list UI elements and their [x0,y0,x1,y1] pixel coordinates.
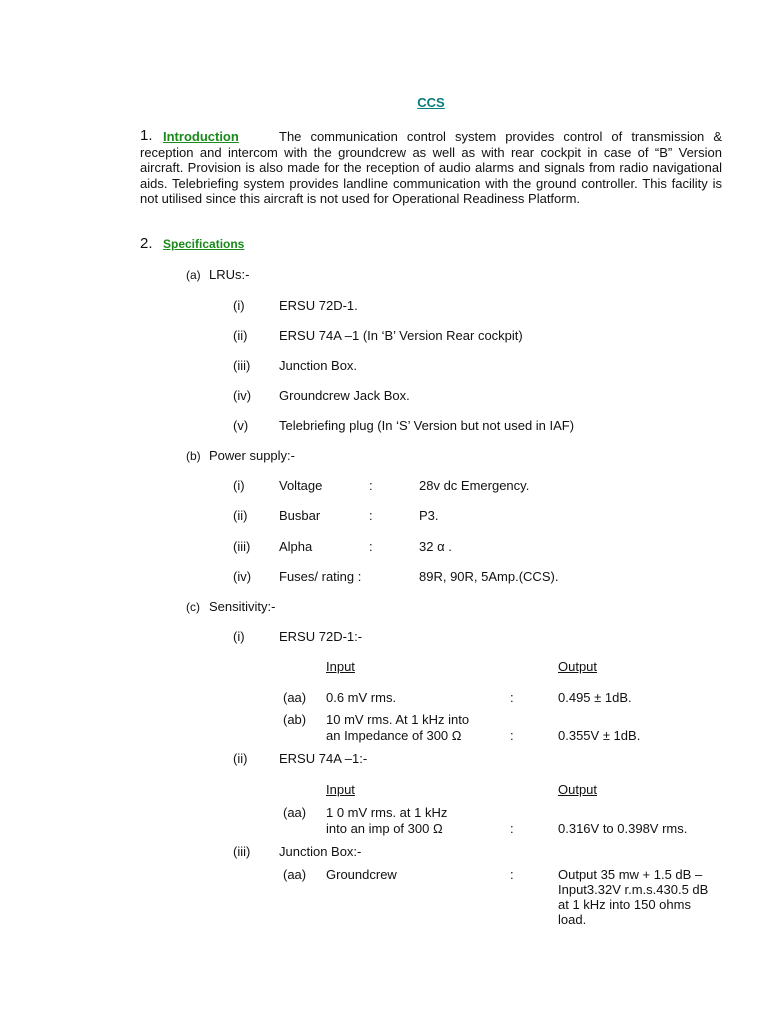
output-value: Input3.32V r.m.s.430.5 dB [558,882,709,897]
list-item-num: (iii) [233,844,251,859]
list-item: Junction Box. [279,358,358,373]
spec-key: Voltage [279,478,323,493]
row-sep: : [510,690,514,705]
section-number: 1. [140,127,153,144]
power-title: Power supply:- [209,448,295,463]
input-value: an Impedance of 300 Ω [326,728,462,743]
row-num: (aa) [283,690,307,705]
input-value: 1 0 mV rms. at 1 kHz [326,805,448,820]
output-header: Output [558,659,598,674]
spec-key: Alpha [279,539,313,554]
output-value: 0.316V to 0.398V rms. [558,821,688,836]
spec-sep: : [369,508,373,523]
spec-sep: : [369,478,373,493]
row-num: (aa) [283,805,307,820]
spec-value: P3. [419,508,439,523]
input-header: Input [326,659,355,674]
list-label: (a) [186,268,201,282]
introduction-paragraph: The communication control system provides control of transmission & reception and intercom with the groundcrew as well as with rear cockpit in case of “B” Version aircraft. Provision is also made for the reception of audio alarms and signals from radio navigational aids. Telebriefing system provides landline communication with the ground controller. This facility is not utilised since this aircraft is not used for Operational Readiness Platform. [140,129,722,207]
row-num: (ab) [283,712,307,727]
spec-sep: : [369,539,373,554]
list-item-num: (iii) [233,358,251,373]
list-item-num: (i) [233,478,245,493]
list-item-num: (ii) [233,328,248,343]
spec-key: Busbar [279,508,321,523]
list-item-num: (iv) [233,569,252,584]
list-label: (b) [186,449,201,463]
spec-value: 28v dc Emergency. [419,478,530,493]
list-item-num: (v) [233,418,249,433]
list-item: ERSU 72D-1. [279,298,358,313]
ersu74-title: ERSU 74A –1:- [279,751,368,766]
row-sep: : [510,821,514,836]
output-header: Output [558,782,598,797]
list-item-num: (ii) [233,751,248,766]
ersu72-title: ERSU 72D-1:- [279,629,363,644]
list-item-num: (i) [233,629,245,644]
list-item-num: (i) [233,298,245,313]
output-value: at 1 kHz into 150 ohms [558,897,691,912]
section-number: 2. [140,235,153,252]
list-item-num: (iv) [233,388,252,403]
input-value: 0.6 mV rms. [326,690,397,705]
list-label: (c) [186,600,200,614]
row-num: (aa) [283,867,307,882]
lrus-title: LRUs:- [209,267,250,282]
list-item-num: (ii) [233,508,248,523]
list-item: Groundcrew Jack Box. [279,388,410,403]
row-sep: : [510,867,514,882]
spec-value: 32 α . [419,539,452,554]
input-value: into an imp of 300 Ω [326,821,443,836]
spec-key: Fuses/ rating : [279,569,362,584]
input-header: Input [326,782,355,797]
output-value: load. [558,912,587,927]
output-value: Output 35 mw + 1.5 dB – [558,867,703,882]
list-item: Telebriefing plug (In ‘S’ Version but not used in IAF) [279,418,575,433]
list-item: ERSU 74A –1 (In ‘B’ Version Rear cockpit) [279,328,523,343]
input-value: Groundcrew [326,867,397,882]
specifications-heading: Specifications [163,237,245,251]
introduction-heading: Introduction [163,129,239,144]
output-value: 0.495 ± 1dB. [558,690,632,705]
spec-value: 89R, 90R, 5Amp.(CCS). [419,569,559,584]
sensitivity-title: Sensitivity:- [209,599,276,614]
junction-title: Junction Box:- [279,844,362,859]
output-value: 0.355V ± 1dB. [558,728,641,743]
row-sep: : [510,728,514,743]
page-title: CCS [417,95,445,110]
list-item-num: (iii) [233,539,251,554]
input-value: 10 mV rms. At 1 kHz into [326,712,470,727]
